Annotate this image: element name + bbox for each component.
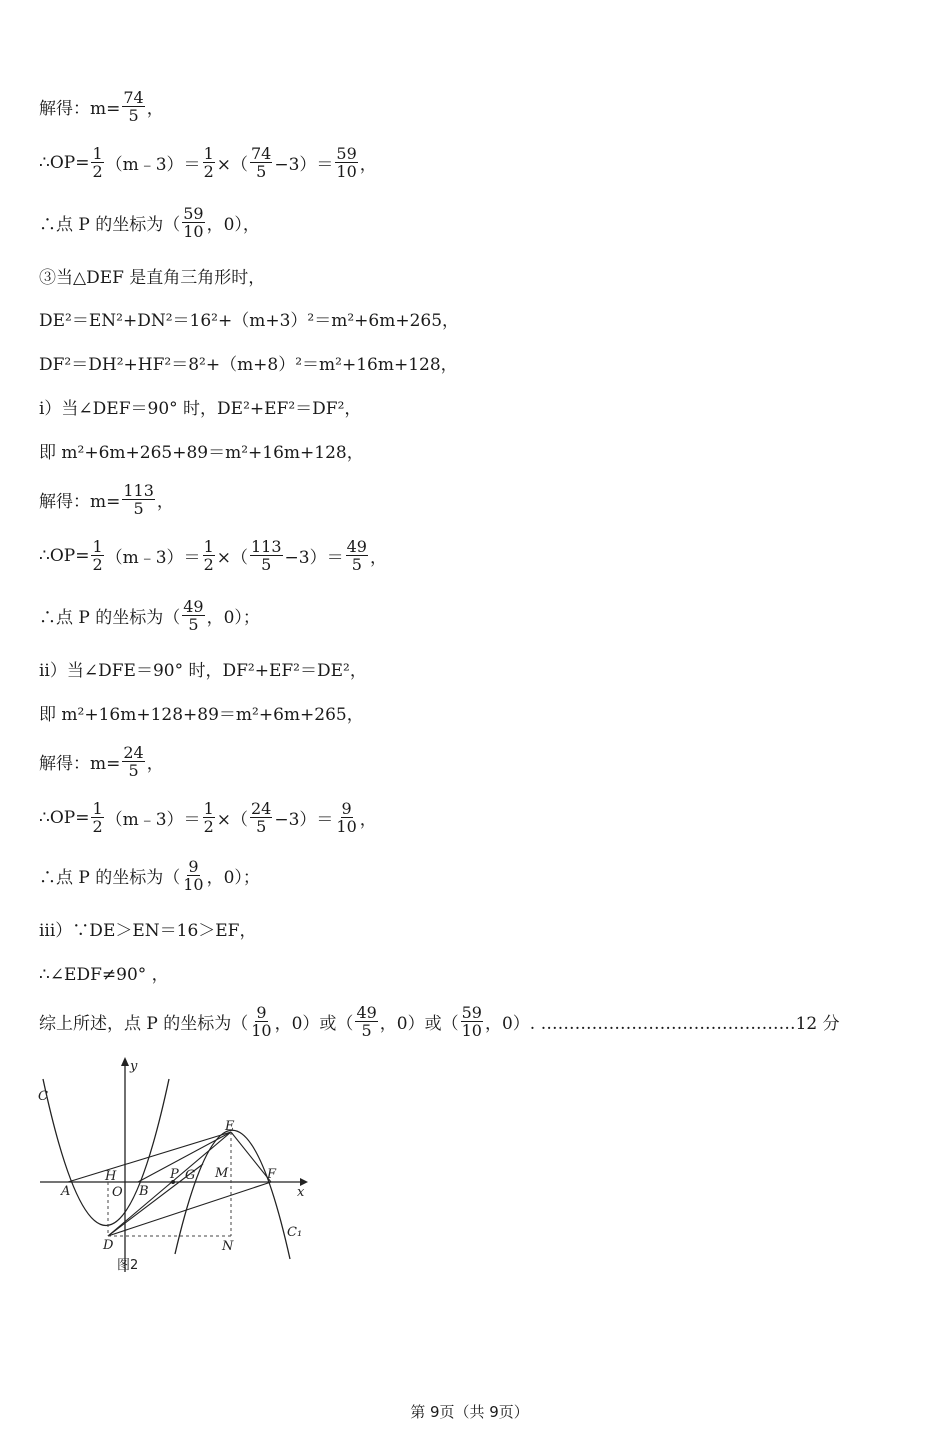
fraction-numerator: 9 [256, 1003, 267, 1022]
line-text-segment: ，0）； [206, 608, 260, 628]
solution-line [39, 598, 260, 633]
solution-line [39, 538, 387, 573]
fraction-denominator: 2 [92, 555, 103, 574]
line-text-segment: ×（ [216, 810, 248, 830]
solution-line [39, 394, 361, 419]
line-text-segment: ， [359, 810, 377, 830]
fraction [91, 800, 103, 835]
solution-line [39, 145, 377, 180]
line-text-segment: ∴点 P 的坐标为（ [39, 608, 181, 628]
label-d: D [103, 1238, 114, 1253]
line-text-segment: 解得：m= [39, 754, 121, 774]
solution-line [39, 205, 260, 240]
line-text-segment: ×（ [216, 548, 248, 568]
fraction [122, 744, 144, 779]
line-text: ③当△DEF 是直角三角形时， [39, 268, 266, 288]
solution-line [39, 482, 174, 517]
solution-line [39, 350, 458, 375]
fraction-denominator: 2 [203, 162, 214, 181]
fraction-denominator: 10 [336, 162, 357, 181]
fraction-denominator: 5 [188, 615, 199, 634]
solution-line [39, 89, 164, 124]
fraction-denominator: 10 [461, 1021, 482, 1040]
line-text-segment: 综上所述，点 P 的坐标为（ [39, 1014, 249, 1034]
segment-ef [231, 1132, 271, 1182]
fraction-denominator: 2 [203, 555, 214, 574]
segment-df [108, 1182, 271, 1236]
fraction [122, 89, 144, 124]
line-text-segment: −3）＝ [284, 548, 344, 568]
figure-caption: 图2 [117, 1258, 139, 1273]
solution-line [39, 656, 367, 681]
solution-line [39, 438, 364, 463]
line-text-segment: （m﹣3）＝ [105, 155, 201, 175]
fraction-numerator: 59 [461, 1003, 482, 1022]
fraction-numerator: 1 [92, 537, 103, 556]
solution-line [39, 858, 260, 893]
line-text-segment: （m﹣3）＝ [105, 810, 201, 830]
line-text-segment: ，0）， [206, 215, 260, 235]
label-m: M [215, 1166, 229, 1181]
fraction [346, 538, 368, 573]
fraction-numerator: 49 [346, 537, 367, 556]
fraction-numerator: 49 [183, 597, 204, 616]
fraction [203, 538, 215, 573]
fraction [355, 1004, 377, 1039]
line-text-segment: ， [146, 754, 164, 774]
line-text: DF²＝DH²+HF²＝8²+（m+8）²＝m²+16m+128， [39, 355, 458, 375]
line-text-segment: ∴点 P 的坐标为（ [39, 868, 181, 888]
solution-line [39, 800, 377, 835]
fraction-numerator: 1 [92, 144, 103, 163]
fraction-denominator: 5 [128, 106, 139, 125]
label-x: x [297, 1185, 305, 1200]
fraction-numerator: 1 [203, 537, 214, 556]
fraction-denominator: 5 [133, 499, 144, 518]
segment-ae [68, 1132, 231, 1182]
solution-line [39, 744, 164, 779]
line-text-segment: ×（ [216, 155, 248, 175]
label-o: O [112, 1185, 123, 1200]
line-text-segment: ，0）； [206, 868, 260, 888]
solution-line [39, 263, 265, 288]
fraction [250, 145, 272, 180]
fraction-denominator: 5 [261, 555, 272, 574]
label-f: F [267, 1167, 277, 1182]
line-text: 即 m²+16m+128+89＝m²+6m+265， [39, 705, 364, 725]
solution-line [39, 960, 169, 985]
line-text: DE²＝EN²+DN²＝16²+（m+3）²＝m²+6m+265， [39, 311, 460, 331]
line-text-segment: ∴点 P 的坐标为（ [39, 215, 181, 235]
line-text-segment: ， [146, 99, 164, 119]
solution-line [39, 916, 256, 941]
fraction-numerator: 49 [356, 1003, 377, 1022]
fraction-denominator: 10 [183, 222, 204, 241]
label-h: H [105, 1169, 117, 1184]
label-g: G [185, 1168, 196, 1183]
fraction-numerator: 9 [341, 799, 352, 818]
line-text-segment: ， [369, 548, 387, 568]
line-text-segment: 解得：m= [39, 99, 121, 119]
label-e: E [225, 1119, 235, 1134]
fraction [203, 145, 215, 180]
fraction-numerator: 1 [92, 799, 103, 818]
fraction [203, 800, 215, 835]
segment-de [108, 1132, 231, 1236]
fraction-numerator: 24 [123, 743, 144, 762]
fraction [91, 145, 103, 180]
fraction-denominator: 10 [183, 875, 204, 894]
label-p: P [170, 1167, 179, 1182]
line-text: i）当∠DEF＝90° 时，DE²+EF²＝DF²， [39, 399, 362, 419]
line-text-segment: ， [156, 492, 174, 512]
figure-2 [35, 1054, 315, 1279]
line-text-segment: −3）＝ [274, 810, 334, 830]
fraction [182, 858, 204, 893]
fraction-numerator: 1 [203, 144, 214, 163]
fraction-numerator: 59 [336, 144, 357, 163]
fraction [91, 538, 103, 573]
label-c1: C₁ [287, 1225, 303, 1240]
line-text: ii）当∠DFE＝90° 时，DF²+EF²＝DE²， [39, 661, 367, 681]
fraction [461, 1004, 483, 1039]
label-b: B [139, 1184, 149, 1199]
line-text-segment: 解得：m= [39, 492, 121, 512]
fraction-numerator: 74 [123, 88, 144, 107]
fraction-numerator: 113 [251, 537, 282, 556]
fraction-numerator: 74 [251, 144, 272, 163]
label-n: N [222, 1239, 234, 1254]
solution-line [39, 700, 364, 725]
line-text: 即 m²+6m+265+89＝m²+16m+128， [39, 443, 364, 463]
solution-line [39, 306, 459, 331]
line-text-segment: ，0）或（ [379, 1014, 459, 1034]
line-text: ∴∠EDF≠90° ， [39, 965, 169, 985]
label-y: y [130, 1059, 138, 1074]
line-text-segment: ∴OP= [39, 152, 90, 173]
line-text-segment: ，0）或（ [274, 1014, 354, 1034]
line-text-segment: ∴OP= [39, 545, 90, 566]
fraction [122, 482, 155, 517]
fraction-denominator: 5 [361, 1021, 372, 1040]
fraction-denominator: 5 [256, 162, 267, 181]
fraction [182, 598, 204, 633]
fraction [335, 145, 357, 180]
fraction-numerator: 9 [188, 857, 199, 876]
page-footer: 第 9页（共 9页） [410, 1403, 529, 1421]
fraction-denominator: 2 [203, 817, 214, 836]
fraction [335, 800, 357, 835]
fraction-numerator: 24 [251, 799, 272, 818]
line-text-segment: −3）＝ [274, 155, 334, 175]
fraction-denominator: 2 [92, 817, 103, 836]
y-axis-arrow [121, 1057, 129, 1066]
fraction [250, 800, 272, 835]
fraction-denominator: 10 [251, 1021, 272, 1040]
fraction-numerator: 1 [203, 799, 214, 818]
fraction [250, 1004, 272, 1039]
fraction-denominator: 5 [351, 555, 362, 574]
fraction [182, 205, 204, 240]
line-text-segment: （m﹣3）＝ [105, 548, 201, 568]
fraction-denominator: 5 [256, 817, 267, 836]
fraction [250, 538, 283, 573]
fraction-numerator: 113 [123, 481, 154, 500]
line-text-segment: ∴OP= [39, 807, 90, 828]
fraction-numerator: 59 [183, 204, 204, 223]
label-c: C [38, 1089, 48, 1104]
fraction-denominator: 2 [92, 162, 103, 181]
solution-line [39, 1004, 840, 1039]
line-text-segment: ，0）. ………………………………………12 分 [484, 1014, 840, 1034]
label-a: A [61, 1184, 71, 1199]
line-text: iii）∵DE＞EN＝16＞EF， [39, 921, 257, 941]
fraction-denominator: 10 [336, 817, 357, 836]
line-text-segment: ， [359, 155, 377, 175]
fraction-denominator: 5 [128, 761, 139, 780]
